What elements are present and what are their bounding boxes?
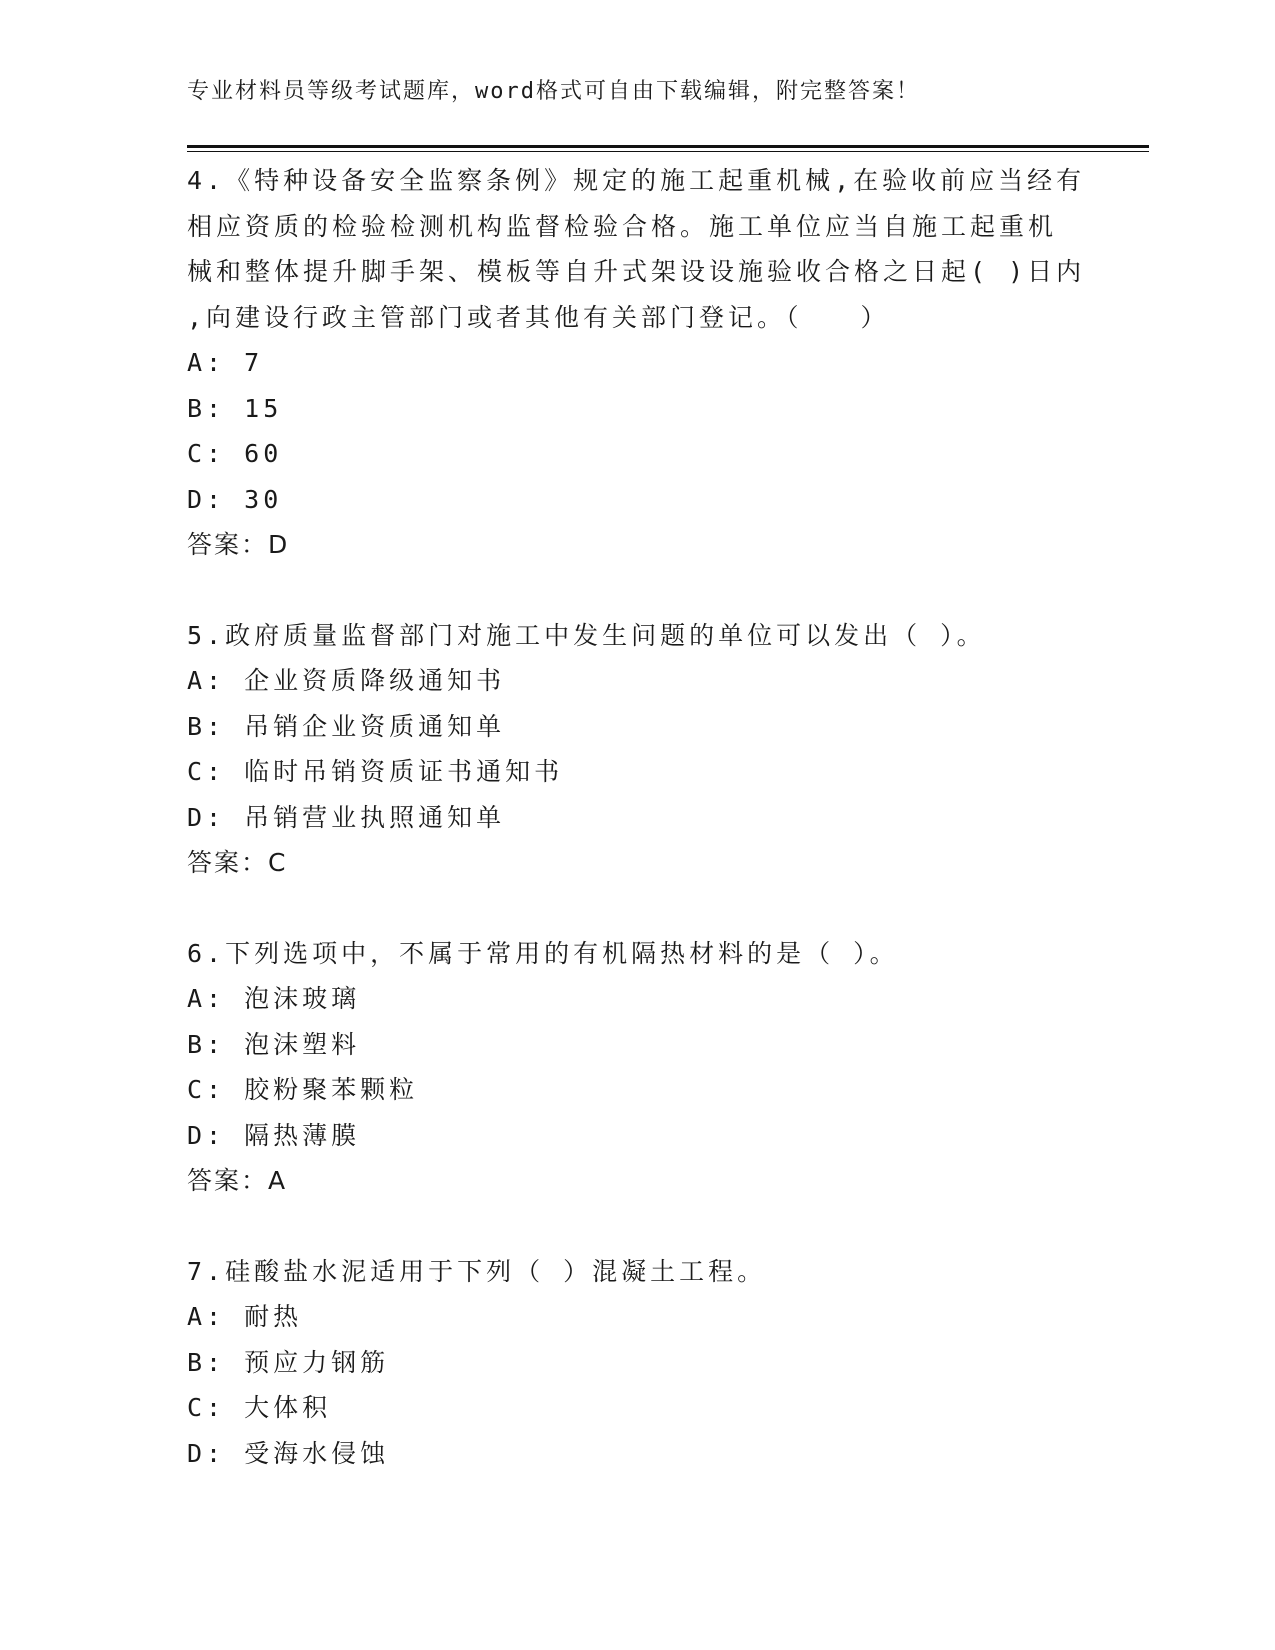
option-a: A: 7 (187, 348, 264, 377)
answer: 答案：A (187, 1166, 288, 1195)
stem-line: 7.硅酸盐水泥适用于下列（ ）混凝土工程。 (187, 1256, 767, 1286)
option-a: A: 企业资质降级通知书 (187, 666, 506, 695)
option-c: C: 胶粉聚苯颗粒 (187, 1075, 419, 1104)
question-7 (187, 1249, 1087, 1477)
option-d: D: 吊销营业执照通知单 (187, 802, 506, 832)
answer: 答案：C (187, 848, 288, 877)
option-b: B: 吊销企业资质通知单 (187, 711, 506, 741)
question-stem (187, 1249, 1087, 1295)
header-rule-thin (187, 151, 1149, 152)
question-6 (187, 931, 1087, 1204)
option-b: B: 15 (187, 393, 283, 423)
option-c: C: 大体积 (187, 1393, 332, 1422)
option-b: B: 预应力钢筋 (187, 1347, 390, 1377)
option-c: C: 60 (187, 439, 283, 468)
option-a: A: 耐热 (187, 1302, 303, 1331)
stem-line: ,向建设行政主管部门或者其他有关部门登记。（ ） (187, 302, 890, 332)
header-rule-thick (187, 145, 1149, 148)
stem-line: 6.下列选项中，不属于常用的有机隔热材料的是（ ）。 (187, 938, 899, 968)
question-stem (187, 931, 1087, 977)
stem-line: 4.《特种设备安全监察条例》规定的施工起重机械,在验收前应当经有 (187, 166, 1086, 195)
option-d: D: 隔热薄膜 (187, 1120, 361, 1150)
option-d: D: 30 (187, 484, 283, 514)
page-header: 专业材料员等级考试题库，word格式可自由下载编辑，附完整答案！ (187, 79, 920, 104)
question-stem (187, 613, 1087, 659)
answer: 答案：D (187, 530, 290, 559)
option-c: C: 临时吊销资质证书通知书 (187, 757, 564, 786)
question-5 (187, 613, 1087, 886)
question-4 (187, 158, 1087, 568)
question-list (187, 158, 1087, 1521)
question-stem (187, 158, 1087, 340)
option-b: B: 泡沫塑料 (187, 1029, 361, 1059)
option-d: D: 受海水侵蚀 (187, 1438, 390, 1468)
stem-line: 相应资质的检验检测机构监督检验合格。施工单位应当自施工起重机 (187, 211, 1058, 241)
stem-line: 械和整体提升脚手架、模板等自升式架设设施验收合格之日起( )日内 (187, 257, 1086, 286)
stem-line: 5.政府质量监督部门对施工中发生问题的单位可以发出（ ）。 (187, 620, 986, 650)
option-a: A: 泡沫玻璃 (187, 984, 361, 1013)
